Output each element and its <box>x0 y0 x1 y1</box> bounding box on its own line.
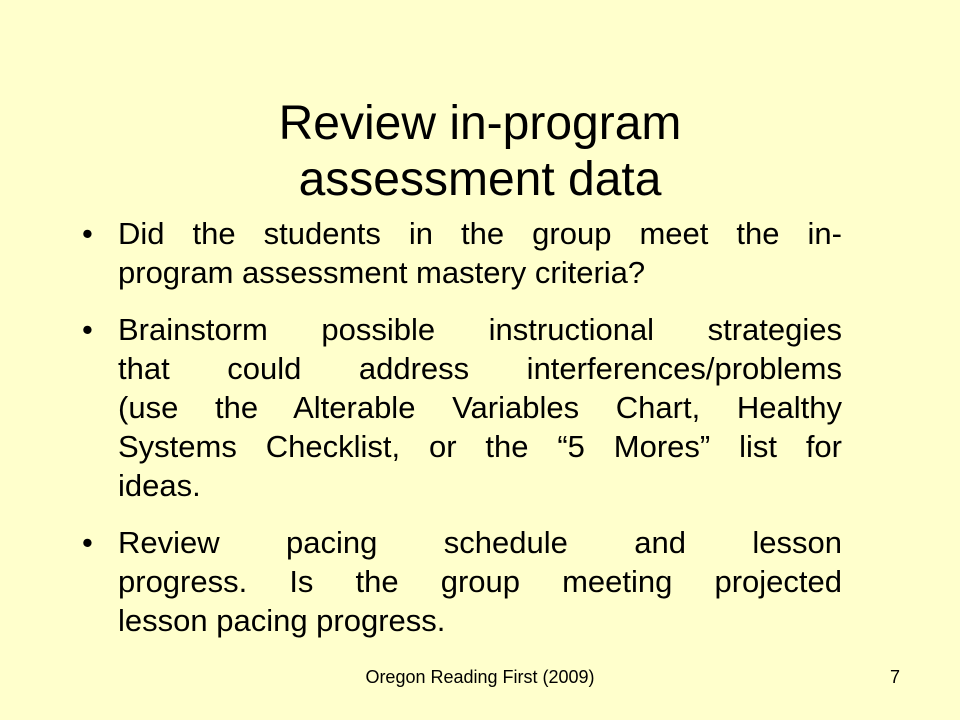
bullet-2-line-3: (use the Alterable Variables Chart, Healthy <box>118 390 842 425</box>
bullet-item-3 <box>82 523 842 640</box>
bullet-2-line-4: Systems Checklist, or the “5 Mores” list for <box>118 429 842 464</box>
bullet-3-line-1: Review pacing schedule and lesson <box>118 525 842 560</box>
bullet-2-line-5: ideas. <box>118 468 201 503</box>
page-number: 7 <box>889 667 900 687</box>
bullet-3-line-2: progress. Is the group meeting projected <box>118 564 842 599</box>
bullet-2-line-2: that could address interferences/problems <box>118 351 842 386</box>
bullet-list <box>82 214 842 658</box>
slide-title-line-1: Review in-program <box>278 97 682 151</box>
bullet-text-2 <box>118 310 842 505</box>
bullet-marker-3: • <box>82 525 93 560</box>
bullet-item-2 <box>82 310 842 505</box>
bullet-marker-1: • <box>82 216 93 251</box>
bullet-3-line-3: lesson pacing progress. <box>118 603 446 638</box>
bullet-1-line-2: program assessment mastery criteria? <box>118 255 646 290</box>
bullet-marker-2: • <box>82 312 93 347</box>
slide-title-line-2: assessment data <box>298 153 662 207</box>
bullet-2-line-1: Brainstorm possible instructional strategies <box>118 312 842 347</box>
bullet-text-3 <box>118 523 842 640</box>
bullet-1-line-1: Did the students in the group meet the in- <box>118 216 842 251</box>
slide-title <box>140 96 820 208</box>
footer-text: Oregon Reading First (2009) <box>365 667 595 687</box>
bullet-text-1 <box>118 214 842 292</box>
bullet-item-1 <box>82 214 842 292</box>
